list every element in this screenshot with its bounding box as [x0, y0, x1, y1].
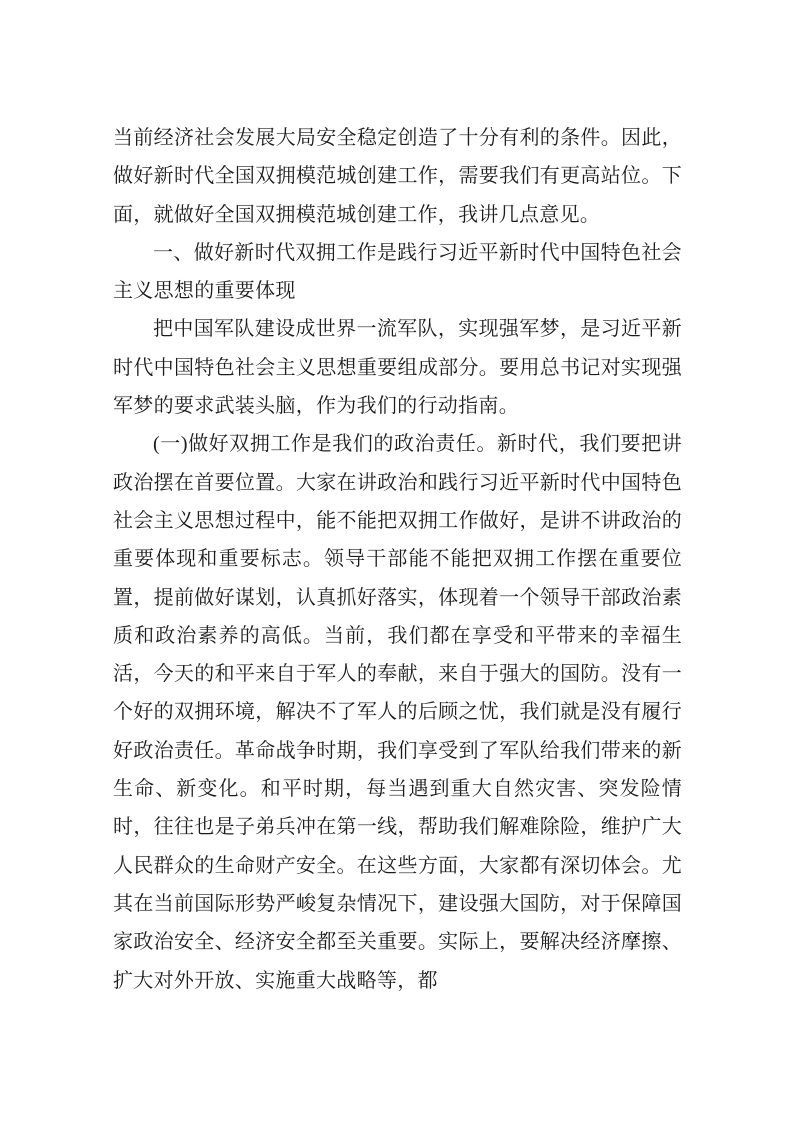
- continuation-paragraph: 当前经济社会发展大局安全稳定创造了十分有利的条件。因此，做好新时代全国双拥模范城创建工作，需要我们有更高站位。下面，就做好全国双拥模范城创建工作，我讲几点意见。: [113, 127, 682, 226]
- body-paragraph-strong-army: 把中国军队建设成世界一流军队，实现强军梦，是习近平新时代中国特色社会主义思想重要组成部分。要用总书记对实现强军梦的要求武装头脑，作为我们的行动指南。: [113, 318, 682, 418]
- document-body: [113, 119, 682, 1000]
- body-paragraph-political-duty: (一)做好双拥工作是我们的政治责任。新时代，我们要把讲政治摆在首要位置。大家在讲政治和践行习近平新时代中国特色社会主义思想过程中，能不能把双拥工作做好，是讲不讲政治的重要体现和重要标志。领导干部能不能把双拥工作摆在重要位置，提前做好谋划，认真抓好落实，体现着一个领导干部政治素质和政治素养的高低。当前，我们都在享受和平带来的幸福生活，今天的和平来自于军人的奉献，来自于强大的国防。没有一个好的双拥环境，解决不了军人的后顾之忧，我们就是没有履行好政治责任。革命战争时期，我们享受到了军队给我们带来的新生命、新变化。和平时期，每当遇到重大自然灾害、突发险情时，往往也是子弟兵冲在第一线，帮助我们解难除险，维护广大人民群众的生命财产安全。在这些方面，大家都有深切体会。尤其在当前国际形势严峻复杂情况下，建设强大国防，对于保障国家政治安全、经济安全都至关重要。实际上，要解决经济摩擦、扩大对外开放、实施重大战略等，都: [113, 433, 682, 992]
- section-heading: 一、做好新时代双拥工作是践行习近平新时代中国特色社会主义思想的重要体现: [113, 241, 682, 303]
